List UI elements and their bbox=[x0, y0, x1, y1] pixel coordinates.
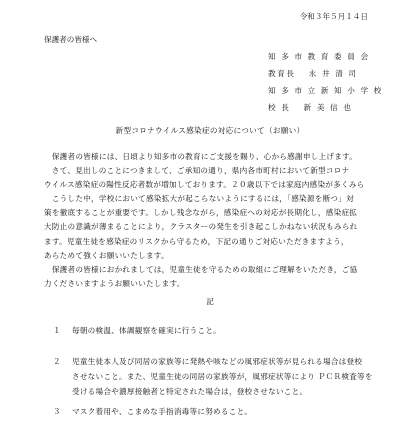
item-line: 受ける場合や濃厚接触者と特定された場合は，登校させないこと。 bbox=[72, 387, 308, 396]
item-line: マスク着用や、こまめな手指消毒等に努めること。 bbox=[72, 407, 253, 416]
paragraph-line: 力くださいますようお願いいたします。 bbox=[44, 279, 185, 289]
document-date: 令和３年５月１４日 bbox=[299, 12, 368, 21]
item-text bbox=[72, 357, 373, 402]
body-paragraph bbox=[44, 152, 382, 195]
paragraph-line: さて、見出しのことにつきまして、ご承知の通り，県内各市町村において新型コロナ bbox=[44, 166, 350, 176]
addressee: 保護者の皆様へ bbox=[44, 35, 98, 44]
item-line: 児童生徒本人及び同居の家族等に発熱や咳などの風邪症状等が見られる場合は登校 bbox=[72, 357, 363, 366]
item-number: ３ bbox=[53, 407, 61, 416]
item-number: ２ bbox=[53, 357, 61, 366]
item-line: させないこと。また、児童生徒の同居の家族等が，風邪症状等により ＰＣＲ検査等を bbox=[72, 372, 373, 381]
paragraph-line: 保護者の皆様におかれましては，児童生徒を守るための取組にご理解をいただき，ご協 bbox=[44, 265, 358, 274]
item-line: 毎朝の検温、体調観察を確実に行うこと。 bbox=[72, 326, 222, 335]
paragraph-line: 大防止の意識が薄まることにより，クラスターの発生を引き起こしかねない状況もみられ bbox=[44, 222, 358, 232]
paragraph-line: 保護者の皆様には、日頃より知多市の教育にご支援を賜り、心から感謝申し上げます。 bbox=[44, 152, 358, 161]
sender-line: 校 長 新 美 信 也 bbox=[268, 103, 353, 112]
document-title: 新型コロナウイルス感染症の対応について（お願い） bbox=[115, 126, 305, 135]
sender-line: 知 多 市 立 新 知 小 学 校 bbox=[268, 86, 383, 95]
sender-block bbox=[268, 52, 383, 120]
item-number: １ bbox=[53, 326, 61, 335]
paragraph-line: ます。児童生徒を感染症のリスクから守るため，下記の通りご対応いただきますよう， bbox=[44, 236, 349, 246]
item-text bbox=[72, 407, 252, 422]
paragraph-line: 策を徹底することが重要です。しかし残念ながら，感染症への対応が長期化し，感染症拡 bbox=[44, 208, 358, 218]
paragraph-line: こうした中，学校において感染拡大が起こらないようにするには，「感染源を断つ」対 bbox=[44, 194, 354, 203]
sender-line: 教育長 永 井 清 司 bbox=[268, 69, 358, 78]
ki-heading: 記 bbox=[206, 297, 214, 306]
body-paragraph bbox=[44, 194, 382, 265]
body-paragraph bbox=[44, 265, 382, 293]
paragraph-line: あらためて強くお願いいたします。 bbox=[44, 250, 169, 260]
paragraph-line: ウイルス感染症の陽性反応者数が増加しております。２０歳以下では家庭内感染が多くみら bbox=[44, 180, 365, 190]
item-text bbox=[72, 326, 221, 341]
sender-line: 知 多 市 教 育 委 員 会 bbox=[268, 52, 370, 61]
